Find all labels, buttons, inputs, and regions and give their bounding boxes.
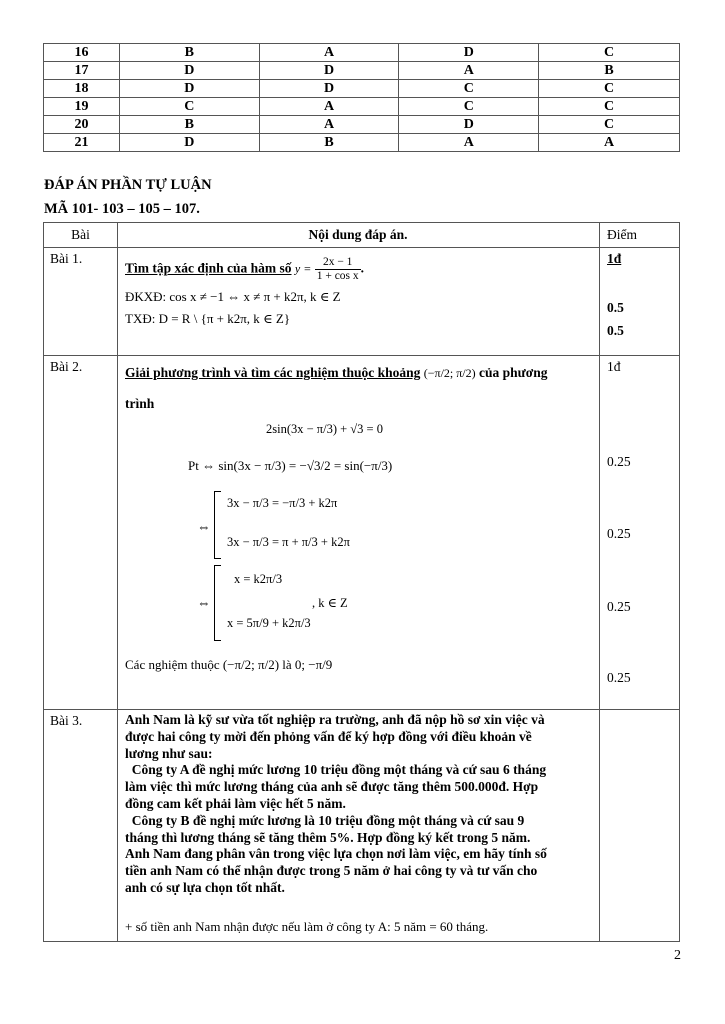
bai2-label: Bài 2. (50, 359, 83, 374)
answer-cell: C (399, 98, 539, 116)
bai3-note: + số tiền anh Nam nhận được nếu làm ở công ty A: 5 năm = 60 tháng. (125, 919, 489, 934)
bai1-dkxd: ĐKXĐ: cos x ≠ −1 ⇔ x ≠ π + k2π, k ∈ Z (125, 289, 341, 304)
bai2-title-a: Giải phương trình và tìm các nghiệm thuộc khoảng (125, 365, 421, 380)
answer-table-row (44, 134, 680, 152)
answer-cell: B (259, 134, 399, 152)
answer-cell: C (539, 80, 680, 98)
answer-table-row (44, 116, 680, 134)
bai1-label: Bài 1. (50, 251, 83, 266)
answer-cell: C (539, 44, 680, 62)
header-problem: Bài (71, 227, 90, 242)
bai2-step3-bracket (214, 565, 221, 641)
question-number-cell: 19 (44, 98, 120, 116)
bai3-text-line: Anh Nam là kỹ sư vừa tốt nghiệp ra trường, anh đã nộp hồ sơ xin việc và (125, 712, 545, 727)
bai1-score-total: 1đ (607, 251, 622, 266)
answer-cell: A (399, 62, 539, 80)
bai2-conclusion: Các nghiệm thuộc (−π/2; π/2) là 0; −π/9 (125, 657, 333, 672)
answer-cell: D (399, 44, 539, 62)
bai1-score-2: 0.5 (607, 323, 624, 338)
bai3-label: Bài 3. (50, 713, 83, 728)
bai2-step2b: 3x − π/3 = π + π/3 + k2π (227, 535, 350, 549)
bai2-score-1: 0.25 (607, 454, 631, 469)
equivalent-symbol-1: ⇔ (197, 519, 211, 534)
essay-answer-table (43, 222, 680, 942)
bai2-interval: (−π/2; π/2) (423, 366, 476, 380)
answer-cell: D (119, 80, 259, 98)
bai3-text-line: Công ty A đề nghị mức lương 10 triệu đồng một tháng và cứ sau 6 tháng (125, 762, 547, 778)
bai2-score-total: 1đ (607, 359, 621, 374)
question-number-cell: 18 (44, 80, 120, 98)
bai1-txd: TXĐ: D = R \ {π + k2π, k ∈ Z} (125, 311, 291, 326)
bai2-title-b: của phương (479, 365, 548, 380)
question-number-cell: 21 (44, 134, 120, 152)
answer-cell: D (119, 62, 259, 80)
bai1-title-end: . (360, 260, 365, 276)
bai3-text-line: Công ty B đề nghị mức lương là 10 triệu đồng một tháng và cứ sau 9 (125, 812, 525, 828)
bai3-text-line: anh có sự lựa chọn tốt nhất. (125, 879, 285, 895)
equivalent-symbol-2: ⇔ (197, 595, 211, 610)
question-number-cell: 17 (44, 62, 120, 80)
bai2-score-3: 0.25 (607, 599, 631, 614)
bai2-step1: Pt ⇔ sin(3x − π/3) = −√3/2 = sin(−π/3) (188, 458, 393, 473)
bai1-score-1: 0.5 (607, 300, 624, 315)
question-number-cell: 20 (44, 116, 120, 134)
answer-table-body (44, 44, 680, 152)
bai2-score-4: 0.25 (607, 670, 631, 685)
answer-cell: C (539, 116, 680, 134)
answer-cell: B (119, 116, 259, 134)
answer-table (43, 43, 680, 152)
page-number: 2 (674, 948, 681, 963)
bai3-problem-text (125, 712, 595, 897)
bai2-score-2: 0.25 (607, 526, 631, 541)
bai2-step2-bracket (214, 491, 221, 559)
answer-cell: C (119, 98, 259, 116)
bai2-step3a: x = k2π/3 (234, 572, 283, 586)
answer-cell: A (539, 134, 680, 152)
bai3-text-line: tiền anh Nam có thể nhận được trong 5 năm ở hai công ty và tư vấn cho (125, 863, 538, 879)
bai3-text-line: lương như sau: (125, 745, 213, 761)
answer-cell: A (259, 98, 399, 116)
answer-cell: A (259, 116, 399, 134)
answer-cell: A (399, 134, 539, 152)
answer-cell: D (399, 116, 539, 134)
bai2-title (125, 365, 548, 381)
answer-cell: D (259, 80, 399, 98)
exam-codes-heading: MÃ 101- 103 – 105 – 107. (44, 201, 200, 217)
essay-answer-heading: ĐÁP ÁN PHẦN TỰ LUẬN (44, 177, 212, 193)
bai2-equation: 2sin(3x − π/3) + √3 = 0 (266, 422, 383, 436)
answer-table-row (44, 44, 680, 62)
bai1-func-fraction (315, 256, 361, 283)
answer-table-row (44, 98, 680, 116)
answer-cell: A (259, 44, 399, 62)
answer-table-row (44, 80, 680, 98)
answer-cell: D (259, 62, 399, 80)
bai3-text-line: đồng cam kết phải làm việc hết 5 năm. (125, 795, 346, 811)
bai1-title-text: Tìm tập xác định của hàm số (125, 260, 292, 276)
answer-table-row (44, 62, 680, 80)
header-score: Điểm (607, 227, 637, 242)
answer-cell: D (119, 134, 259, 152)
bai2-step3b: x = 5π/9 + k2π/3 (227, 616, 311, 630)
answer-cell: B (539, 62, 680, 80)
bai1-title (125, 256, 364, 283)
bai3-text-line: Anh Nam đang phân vân trong việc lựa chọn nơi làm việc, em hãy tính số (125, 846, 547, 862)
bai2-step3-tail: , k ∈ Z (312, 596, 348, 610)
bai3-text-line: được hai công ty mời đến phỏng vấn để ký hợp đồng với điều khoản về (125, 728, 532, 744)
question-number-cell: 16 (44, 44, 120, 62)
answer-cell: C (539, 98, 680, 116)
bai1-func-den: 1 + cos x (316, 270, 359, 282)
answer-cell: B (119, 44, 259, 62)
answer-cell: C (399, 80, 539, 98)
bai3-text-line: làm việc thì mức lương tháng của anh sẽ được tăng thêm 500.000đ. Hợp (125, 779, 539, 795)
bai2-step2a: 3x − π/3 = −π/3 + k2π (227, 496, 338, 510)
bai3-text-line: tháng thì lương tháng sẽ tăng thêm 5%. Hợp đồng ký kết trong 5 năm. (125, 829, 531, 845)
bai2-title-c: trình (125, 396, 155, 411)
header-content: Nội dung đáp án. (308, 227, 408, 242)
bai1-func-y: y = (294, 261, 312, 276)
bai1-func-num: 2x − 1 (315, 256, 361, 270)
